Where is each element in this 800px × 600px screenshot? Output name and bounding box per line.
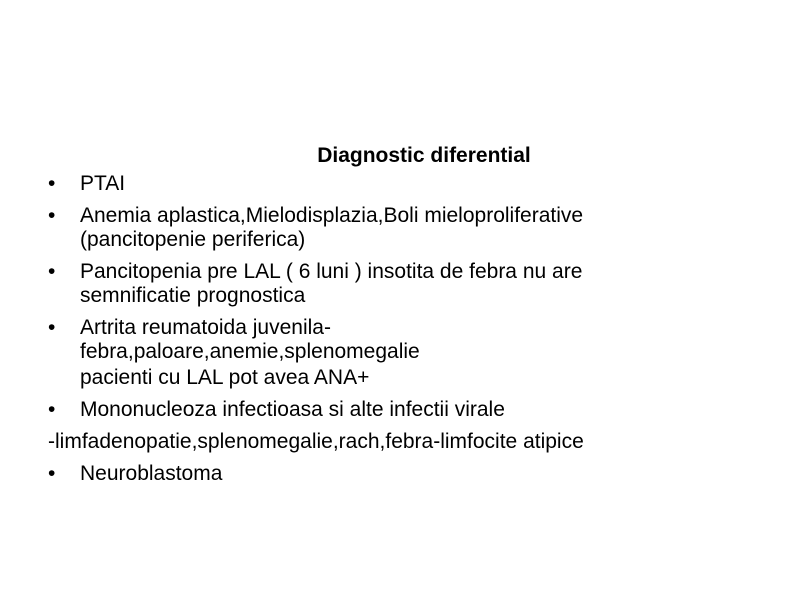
bullet-item-artrita-reumatoida [48,316,768,364]
bullet-text [80,172,768,196]
bullet-line: semnificatie prognostica [80,284,306,307]
plain-line-limfadenopatie: -limfadenopatie,splenomegalie,rach,febra-limfocite atipice [48,430,584,453]
bullet-icon: • [48,204,56,227]
bullet-item-pancitopenia [48,260,768,308]
bullet-line: Artrita reumatoida juvenila- [80,316,331,339]
bullet-icon: • [48,398,56,421]
bullet-icon: • [48,260,56,283]
bullet-text [80,204,768,252]
bullet-line: Mononucleoza infectioasa si alte infectii virale [80,398,505,421]
bullet-item-neuroblastoma [48,462,768,486]
bullet-item-anemia-aplastica [48,204,768,252]
bullet-icon: • [48,172,56,195]
bullet-line: Neuroblastoma [80,462,223,485]
bullet-line: Pancitopenia pre LAL ( 6 luni ) insotita de febra nu are [80,260,583,283]
bullet-item-ptai [48,172,768,196]
bullet-line: PTAI [80,172,126,195]
bullet-icon: • [48,316,56,339]
bullet-line: febra,paloare,anemie,splenomegalie [80,340,420,363]
bullet-line: (pancitopenie periferica) [80,228,306,251]
bullet-text [80,398,768,422]
bullet-item-mononucleoza [48,398,768,422]
bullet-icon: • [48,462,56,485]
bullet-text [80,260,768,308]
bullet-line: Anemia aplastica,Mielodisplazia,Boli mieloproliferative [80,204,584,227]
bullet-text [80,316,768,364]
bullet-text [80,462,768,486]
slide-body [48,172,768,494]
continuation-line-ana: pacienti cu LAL pot avea ANA+ [80,366,370,389]
slide-title: Diagnostic diferential [317,144,531,167]
